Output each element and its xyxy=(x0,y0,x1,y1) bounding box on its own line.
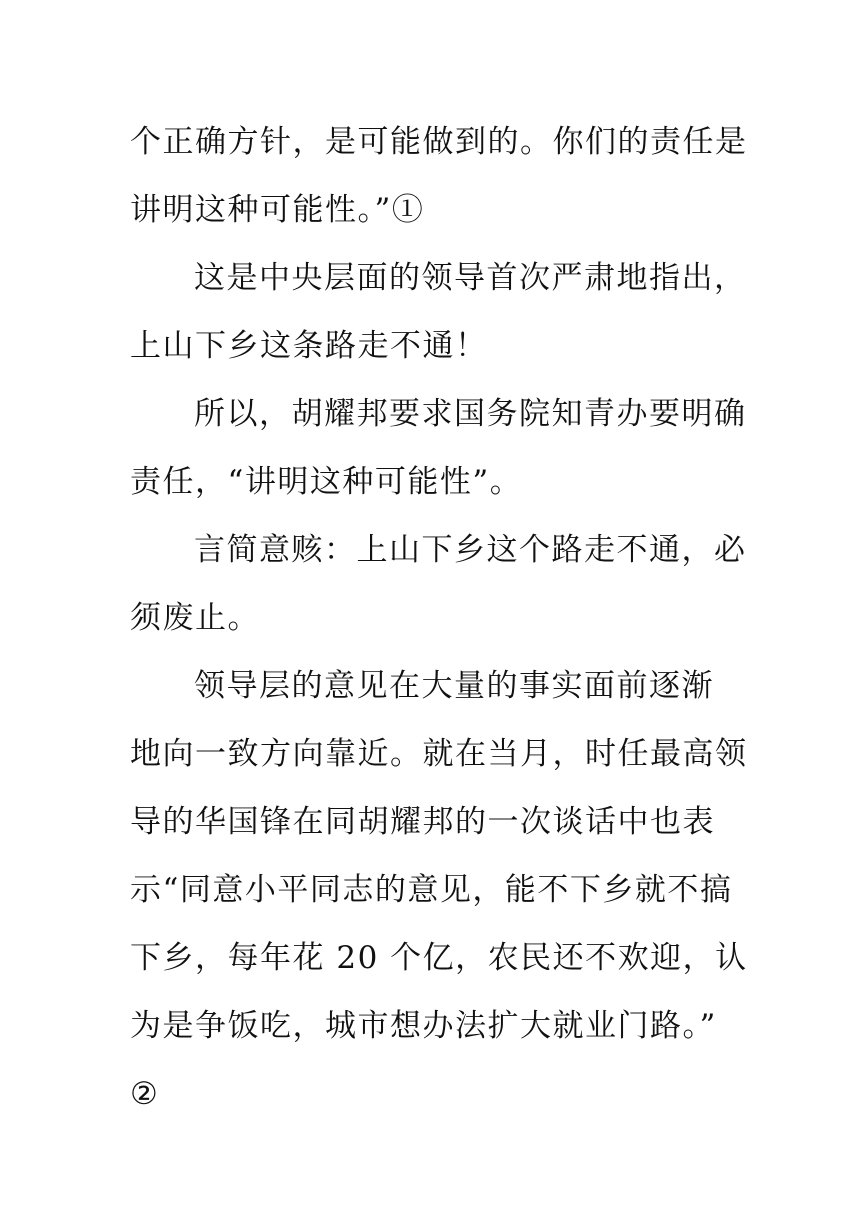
text-line: 为是争饭吃，城市想办法扩大就业门路。” xyxy=(130,1008,717,1044)
text-line: 个正确方针，是可能做到的。你们的责任是 xyxy=(130,124,748,160)
text-line: 上山下乡这条路走不通！ xyxy=(130,328,488,364)
body-text xyxy=(130,108,748,1128)
text-line: 导的华国锋在同胡耀邦的一次谈话中也表 xyxy=(130,804,715,840)
text-line: 示“同意小平同志的意见，能不下乡就不搞 xyxy=(130,872,733,908)
text-line: 讲明这种可能性。”① xyxy=(130,192,425,228)
text-line: ② xyxy=(130,1076,160,1112)
text-line: 这是中央层面的领导首次严肃地指出， xyxy=(194,260,747,296)
text-line: 领导层的意见在大量的事实面前逐渐 xyxy=(194,668,714,704)
text-line: 地向一致方向靠近。就在当月，时任最高领 xyxy=(130,736,748,772)
text-line: 言简意赅：上山下乡这个路走不通，必 xyxy=(194,532,747,568)
text-line: 责任，“讲明这种可能性”。 xyxy=(130,464,523,500)
text-line: 下乡，每年花 20 个亿，农民还不欢迎，认 xyxy=(130,940,748,976)
text-line: 所以，胡耀邦要求国务院知青办要明确 xyxy=(194,396,747,432)
text-line: 须废止。 xyxy=(130,600,260,636)
